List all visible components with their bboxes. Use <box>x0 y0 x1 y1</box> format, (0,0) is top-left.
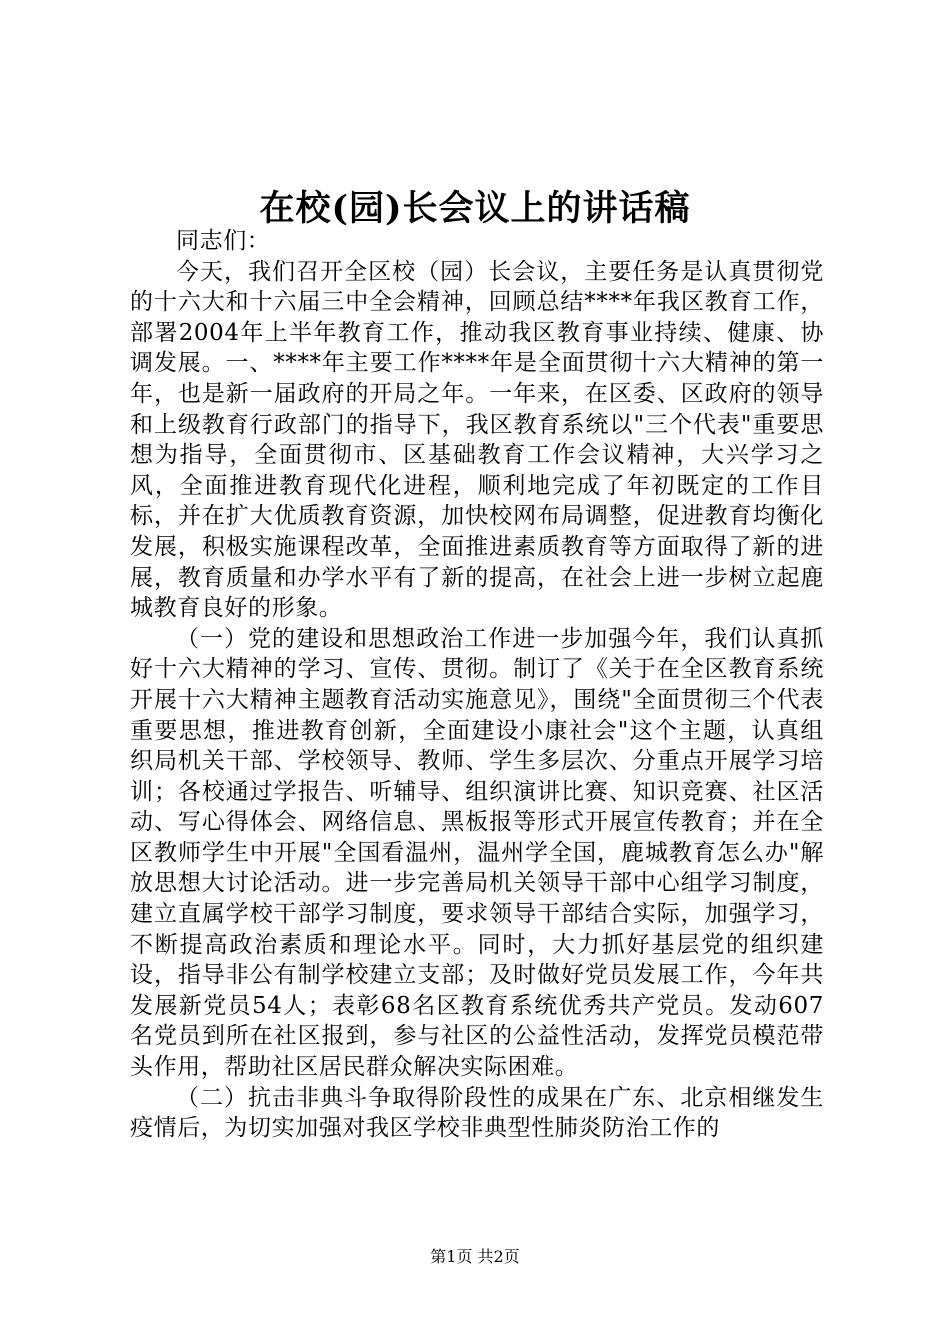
paragraph-2: （一）党的建设和思想政治工作进一步加强今年，我们认真抓好十六大精神的学习、宣传、贯彻。制订了《关于在全区教育系统开展十六大精神主题教育活动实施意见》，围绕"全面贯彻三个代表重要思想，推进教育创新，全面建设小康社会"这个主题，认真组织局机关干部、学校领导、教师、学生多层次、分重点开展学习培训；各校通过学报告、听辅导、组织演讲比赛、知识竞赛、社区活动、写心得体会、网络信息、黑板报等形式开展宣传教育；并在全区教师学生中开展"全国看温州，温州学全国，鹿城教育怎么办"解放思想大讨论活动。进一步完善局机关领导干部中心组学习制度，建立直属学校干部学习制度，要求领导干部结合实际，加强学习，不断提高政治素质和理论水平。同时，大力抓好基层党的组织建设，指导非公有制学校建立支部；及时做好党员发展工作，今年共发展新党员54人；表彰68名区教育系统优秀共产党员。发动607名党员到所在社区报到，参与社区的公益性活动，发挥党员模范带头作用，帮助社区居民群众解决实际困难。 <box>130 625 824 1081</box>
document-body <box>130 226 824 1144</box>
salutation: 同志们： <box>176 228 271 254</box>
page-footer: 第1页 共2页 <box>430 1247 520 1266</box>
paragraph-3: （二）抗击非典斗争取得阶段性的成果在广东、北京相继发生疫情后，为切实加强对我区学校非典型性肺炎防治工作的 <box>130 1084 824 1142</box>
document-title: 在校(园)长会议上的讲话稿 <box>259 188 691 229</box>
paragraph-1: 今天，我们召开全区校（园）长会议，主要任务是认真贯彻党的十六大和十六届三中全会精神，回顾总结****年我区教育工作，部署2004年上半年教育工作，推动我区教育事业持续、健康、协调发展。一、****年主要工作****年是全面贯彻十六大精神的第一年，也是新一届政府的开局之年。一年来，在区委、区政府的领导和上级教育行政部门的指导下，我区教育系统以"三个代表"重要思想为指导，全面贯彻市、区基础教育工作会议精神，大兴学习之风，全面推进教育现代化进程，顺利地完成了年初既定的工作目标，并在扩大优质教育资源，加快校网布局调整，促进教育均衡化发展，积极实施课程改革，全面推进素质教育等方面取得了新的进展，教育质量和办学水平有了新的提高，在社会上进一步树立起鹿城教育良好的形象。 <box>130 258 824 622</box>
